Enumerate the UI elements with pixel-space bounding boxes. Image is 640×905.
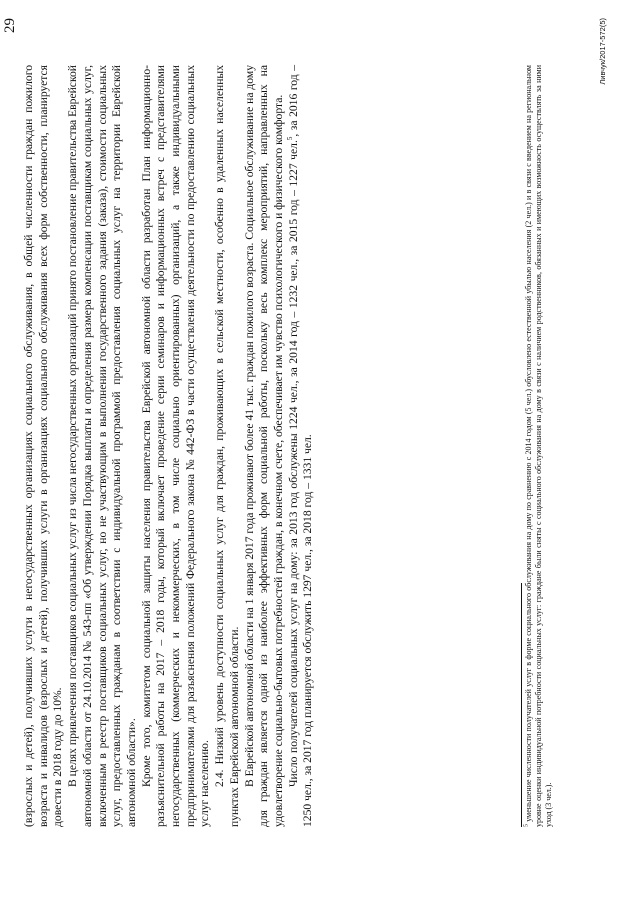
paragraph-4: 2.4. Низкий уровень доступности социальных услуг для граждан, проживающих в сельской местности, особенно в удаленных населенных пунктах Еврейской автономной области. [213,65,241,827]
paragraph-6-start: Число получателей социальных услуг на дому: за 2013 год обслужены 1224 чел., за 2014 год – 1232 чел., за 2015 год – 1227 чел. [286,140,300,787]
footnote-text: уменьшение численности получателей услуг в форме социального обслуживания на дому по сравнению с 2014 годом (5 чел.) обусловлено естественной убылью населения (2 чел.) и в связи с введением на региональном уровне оценки индивидуальной потребности социальных услуг: граждане были сняты с социального обслуживания на дому в связи с наличием родственников, обязанных и имеющих возможность осуществлять за ними уход (3 чел.). [524,65,553,827]
paragraph-3: Кроме того, комитетом социальной защиты населения правительства Еврейской автономной области разработан План информационно-разъяснительной работы на 2017 – 2018 годы, который включает проведение серии семинаров и информационных встреч с представителями негосударственных (коммерческих и некоммерческих, в том числе социально ориентированных) организаций, а также индивидуальными предпринимателями для разъяснения положений Федерального закона № 442-ФЗ в части осуществления деятельности по предоставлению социальных услуг населению. [139,65,212,827]
footnote-reference: 5 [285,136,294,141]
paragraph-6-end: , за 2016 год – 1250 чел., за 2017 год планируется обслужить 1297 чел., за 2018 год – 1331 чел. [286,65,315,827]
paragraph-5: В Еврейской автономной области на 1 января 2017 года проживают более 41 тыс. граждан пожилого возраста. Социальное обслуживание на дому для граждан является одной из наиболее эффективных форм социальной работы, поскольку весь комплекс мероприятий, направленных на удовлетворение социально-бытовых потребностей граждан, в конечном счете, обеспечивает им чувство психологического и физического комфорта. [242,65,285,827]
paragraph-1: (взрослых и детей), получивших услуги в негосударственных организациях социального обслуживания, в общей численности граждан пожилого возраста и инвалидов (взрослых и детей), получивших услуги в организациях социального обслуживания всех форм собственности, планируется довести в 2018 году до 10%. [22,65,65,827]
footnote-divider [521,583,522,827]
paragraph-6 [287,65,316,827]
document-stamp: Ливчук/2017-572(5) [598,18,607,85]
footnote [524,65,554,827]
page-number: 29 [2,18,18,33]
main-text [22,65,316,827]
paragraph-2: В целях привлечения поставщиков социальных услуг из числа негосударственных организаций принято постановление правительства Еврейской автономной области от 24.10.2014 № 543-пп «Об утверждении Порядка выплаты и определения размера компенсации поставщикам социальных услуг, включенным в реестр поставщиков социальных услуг, но не участвующим в выполнении государственного задания (заказа), стоимости социальных услуг, предоставленных гражданам в соответствии с индивидуальной программой предоставления социальных услуг на территории Еврейской автономной области». [66,65,138,827]
footnote-mark: 5 [523,824,530,827]
